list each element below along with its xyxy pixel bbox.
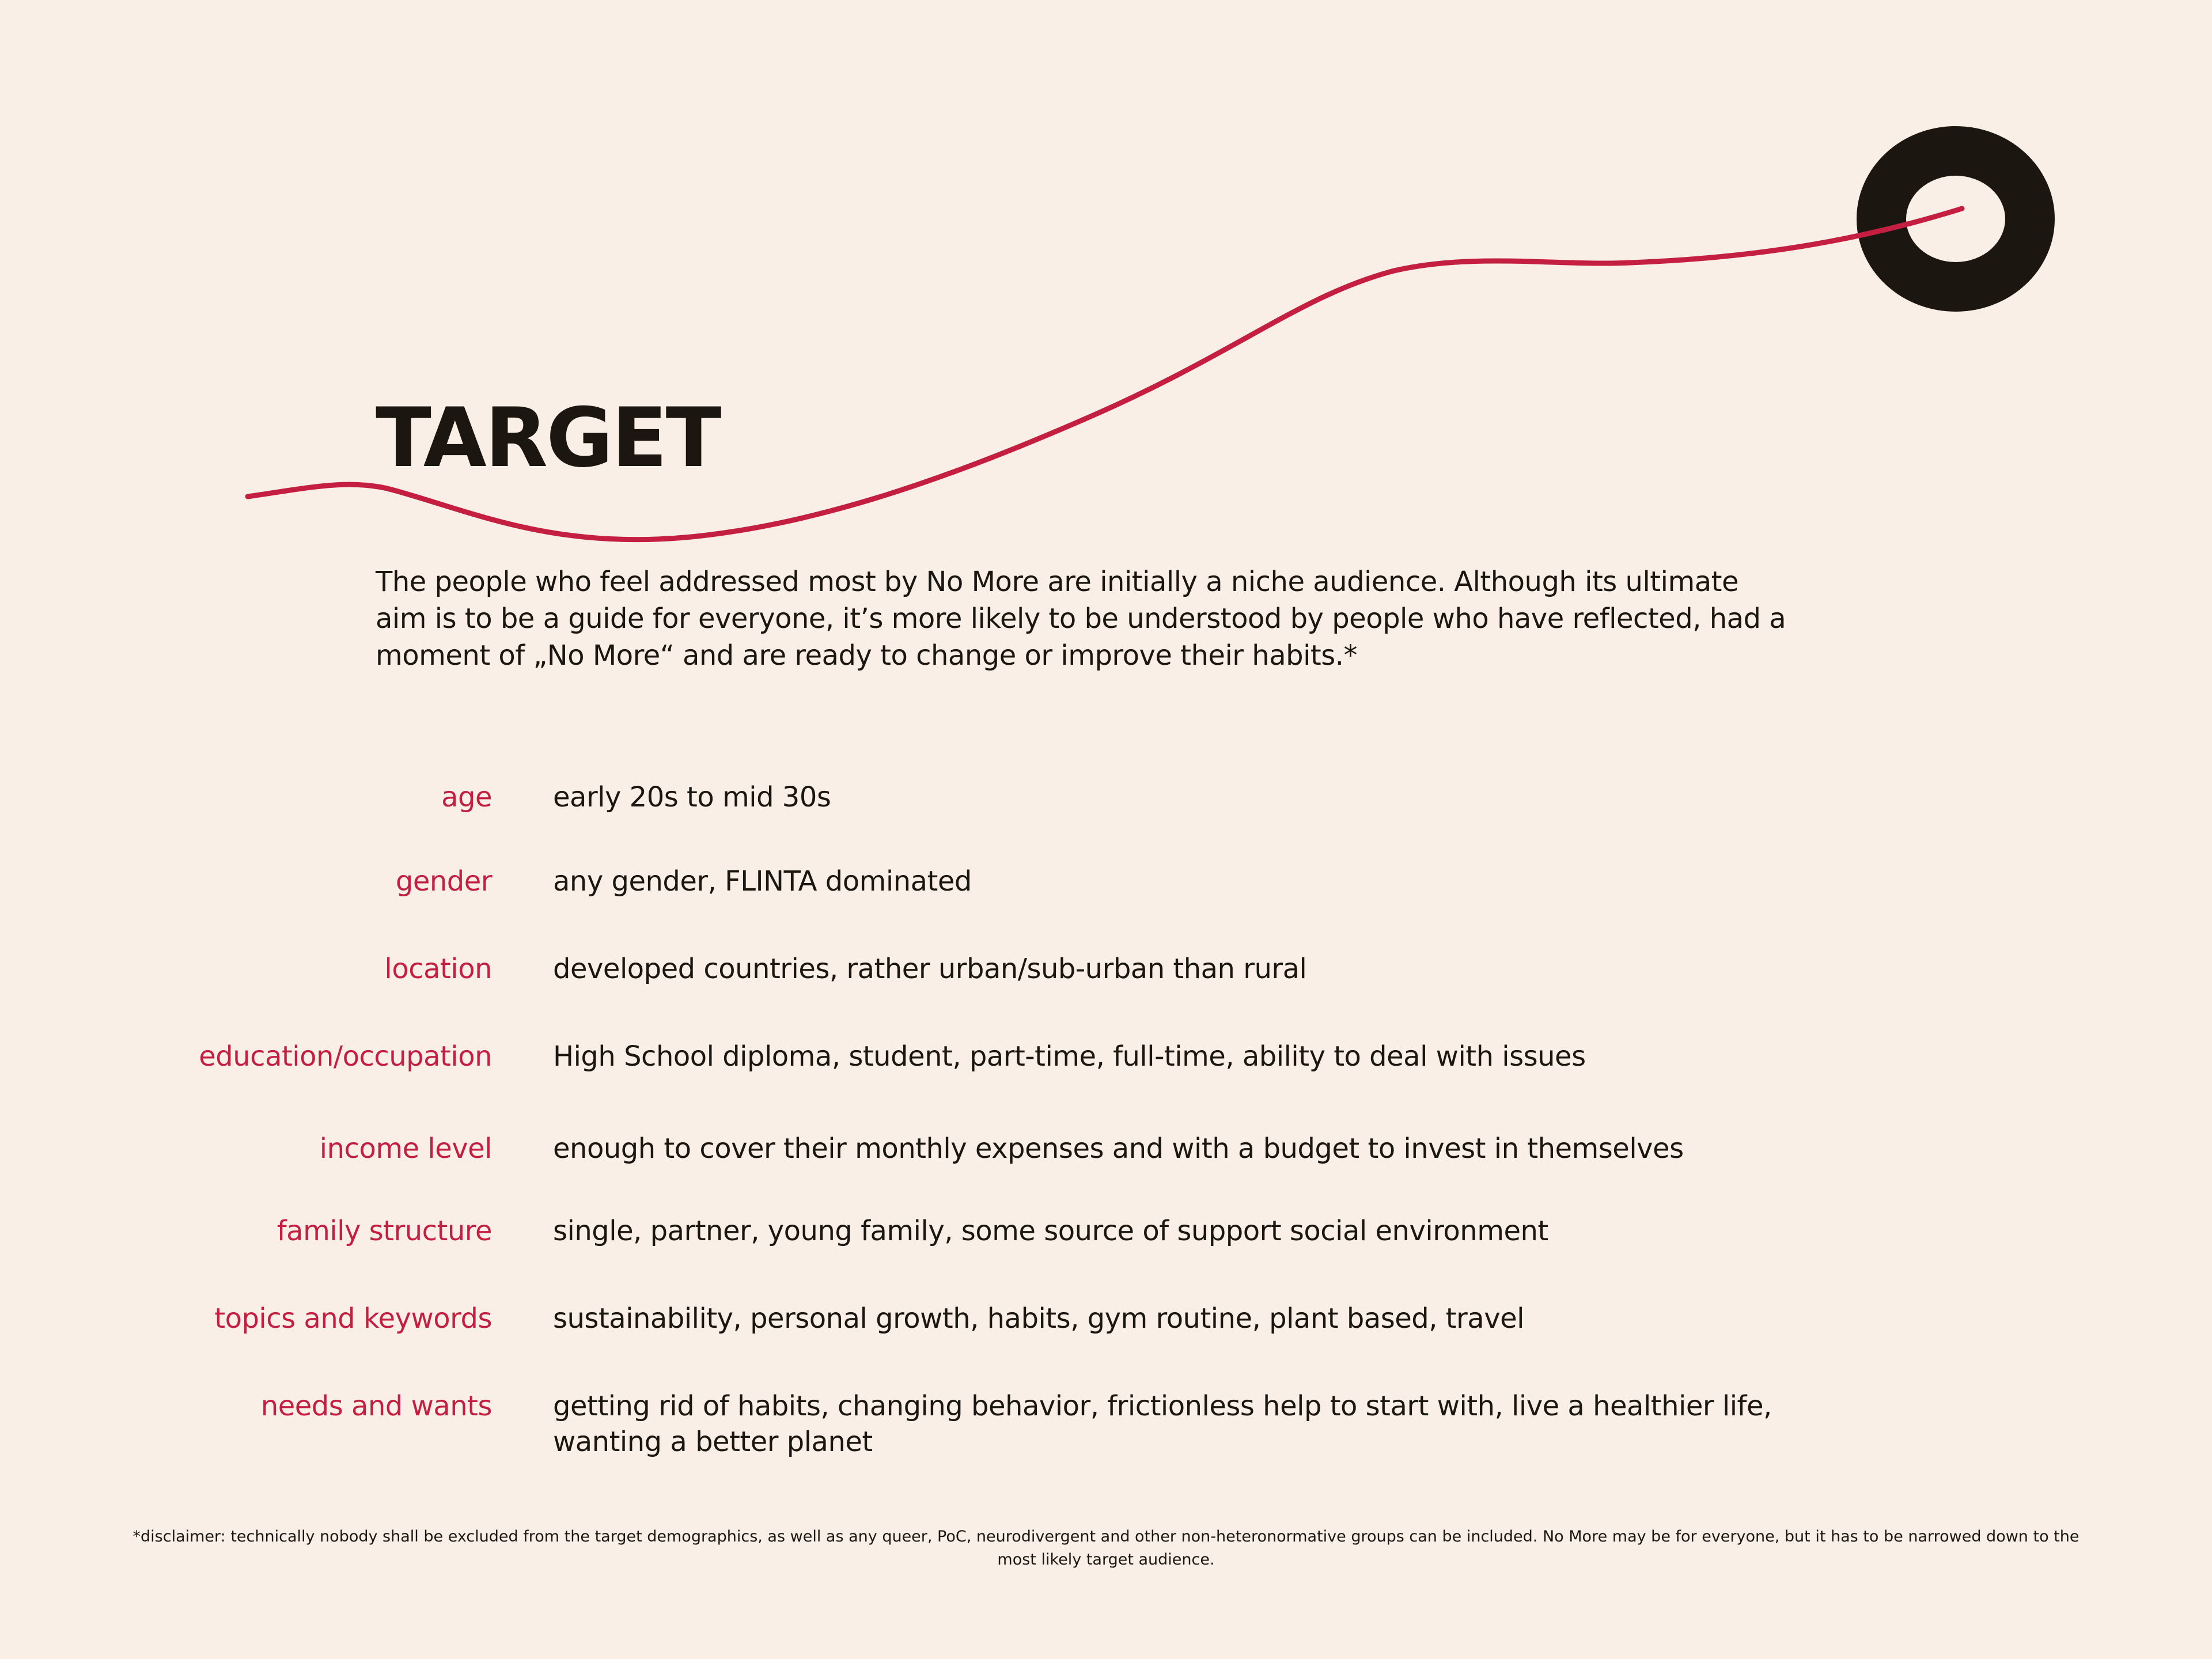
logo-ring-icon bbox=[1881, 151, 2030, 287]
attribute-value: High School diploma, student, part-time, full-time, ability to deal with issues bbox=[553, 1040, 1586, 1073]
attribute-value: any gender, FLINTA dominated bbox=[553, 865, 972, 897]
attribute-value: early 20s to mid 30s bbox=[553, 781, 831, 813]
attribute-label: education/occupation bbox=[199, 1040, 492, 1073]
attribute-label: age bbox=[441, 781, 492, 813]
attribute-value: getting rid of habits, changing behavior, frictionless help to start with, live a healthier life, wanting a better planet bbox=[553, 1390, 1772, 1458]
attribute-value: developed countries, rather urban/sub-urban than rural bbox=[553, 953, 1307, 985]
attribute-label: needs and wants bbox=[260, 1390, 492, 1422]
intro-paragraph: The people who feel addressed most by No More are initially a niche audience. Although its ultimate aim is to be a guide for everyone, it’s more likely to be understood by people who have reflected, had a moment of „No More“ and are ready to change or improve their habits.* bbox=[376, 566, 1786, 672]
attribute-label: income level bbox=[319, 1132, 492, 1165]
attribute-value: enough to cover their monthly expenses and with a budget to invest in themselves bbox=[553, 1132, 1684, 1165]
page-title: TARGET bbox=[376, 391, 720, 486]
attribute-label: location bbox=[384, 953, 492, 985]
attribute-value: sustainability, personal growth, habits, gym routine, plant based, travel bbox=[553, 1302, 1524, 1335]
disclaimer-footnote: *disclaimer: technically nobody shall be excluded from the target demographics, as well as any queer, PoC, neurodivergent and other non-heteronormative groups can be included. No More may be for everyone, but it has to be narrowed down to the most likely target audience. bbox=[132, 1528, 2080, 1569]
red-curve-line bbox=[248, 209, 1962, 540]
attribute-label: gender bbox=[395, 865, 492, 897]
attribute-label: family structure bbox=[276, 1215, 492, 1247]
attribute-label: topics and keywords bbox=[214, 1302, 492, 1335]
attribute-value: single, partner, young family, some source of support social environment bbox=[553, 1215, 1548, 1247]
